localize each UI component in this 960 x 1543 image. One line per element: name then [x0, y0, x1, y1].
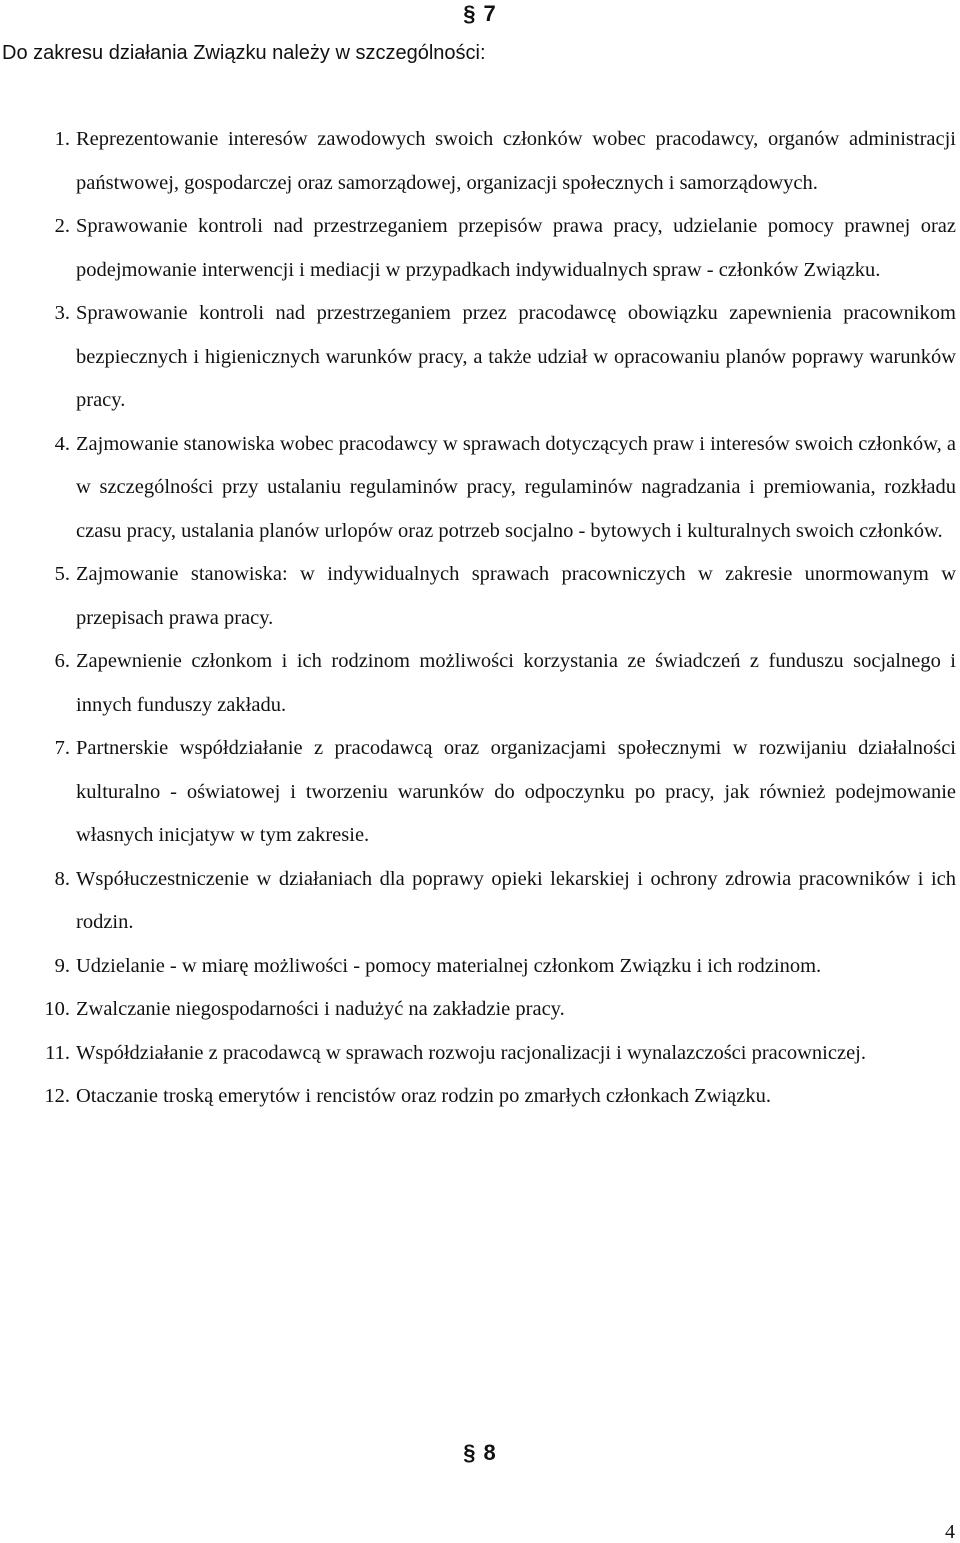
item-number: 12.: [44, 1085, 70, 1107]
item-number: 2.: [54, 215, 70, 237]
item-number: 11.: [45, 1041, 70, 1064]
item-number: 5.: [54, 563, 70, 585]
list-item: [0, 1032, 956, 1076]
section-heading-8: § 8: [463, 1440, 497, 1465]
list-item: [0, 1075, 956, 1119]
item-number: 6.: [54, 650, 70, 672]
item-text: Współdziałanie z pracodawcą w sprawach rozwoju racjonalizacji i wynalazczości pracowniczej.: [76, 1041, 866, 1064]
list-item: [0, 118, 956, 205]
page-number: 4: [945, 1521, 955, 1543]
item-text: Sprawowanie kontroli nad przestrzeganiem przepisów prawa pracy, udzielanie pomocy prawnej oraz podejmowanie interwencji i mediacji w przypadkach indywidualnych spraw - członków Związku.: [76, 215, 956, 281]
item-text: Zwalczanie niegospodarności i nadużyć na zakładzie pracy.: [76, 998, 565, 1020]
intro-text: Do zakresu działania Związku należy w szczególności:: [2, 42, 486, 64]
item-number: 10.: [44, 998, 70, 1020]
item-text: Udzielanie - w miarę możliwości - pomocy materialnej członkom Związku i ich rodzinom.: [76, 954, 822, 977]
item-text: Otaczanie troską emerytów i rencistów oraz rodzin po zmarłych członkach Związku.: [76, 1085, 771, 1107]
list-item: [0, 727, 956, 858]
list-item: [0, 988, 956, 1032]
item-text: Reprezentowanie interesów zawodowych swoich członków wobec pracodawcy, organów administracji państwowej, gospodarczej oraz samorządowej, organizacji społecznych i samorządowych.: [76, 128, 956, 194]
item-text: Współuczestniczenie w działaniach dla poprawy opieki lekarskiej i ochrony zdrowia pracowników i ich rodzin.: [76, 867, 956, 933]
item-text: Sprawowanie kontroli nad przestrzeganiem przez pracodawcę obowiązku zapewnienia pracownikom bezpiecznych i higienicznych warunków pracy, a także udział w opracowaniu planów poprawy warunków pracy.: [76, 302, 956, 411]
item-text: Zajmowanie stanowiska wobec pracodawcy w sprawach dotyczących praw i interesów swoich członków, a w szczególności przy ustalaniu regulaminów pracy, regulaminów nagradzania i premiowania, rozkładu czasu pracy, ustalania planów urlopów oraz potrzeb socjalno - bytowych i kulturalnych swoich członków.: [76, 432, 956, 542]
item-number: 8.: [54, 867, 70, 890]
section-heading-7: § 7: [463, 1, 497, 26]
item-text: Zapewnienie członkom i ich rodzinom możliwości korzystania ze świadczeń z funduszu socjalnego i innych funduszy zakładu.: [76, 650, 956, 716]
duties-list: [0, 118, 956, 1119]
list-item: [0, 945, 956, 989]
item-number: 3.: [54, 302, 70, 324]
list-item: [0, 553, 956, 640]
list-item: [0, 423, 956, 554]
list-item: [0, 292, 956, 423]
list-item: [0, 858, 956, 945]
item-number: 7.: [54, 737, 70, 759]
item-text: Partnerskie współdziałanie z pracodawcą oraz organizacjami społecznymi w rozwijaniu działalności kulturalno - oświatowej i tworzeniu warunków do odpoczynku po pracy, jak również podejmowanie własnych inicjatyw w tym zakresie.: [76, 737, 956, 846]
item-number: 1.: [54, 128, 70, 150]
list-item: [0, 640, 956, 727]
list-item: [0, 205, 956, 292]
item-text: Zajmowanie stanowiska: w indywidualnych sprawach pracowniczych w zakresie unormowanym w przepisach prawa pracy.: [76, 563, 956, 629]
item-number: 9.: [54, 954, 70, 977]
item-number: 4.: [54, 432, 70, 455]
